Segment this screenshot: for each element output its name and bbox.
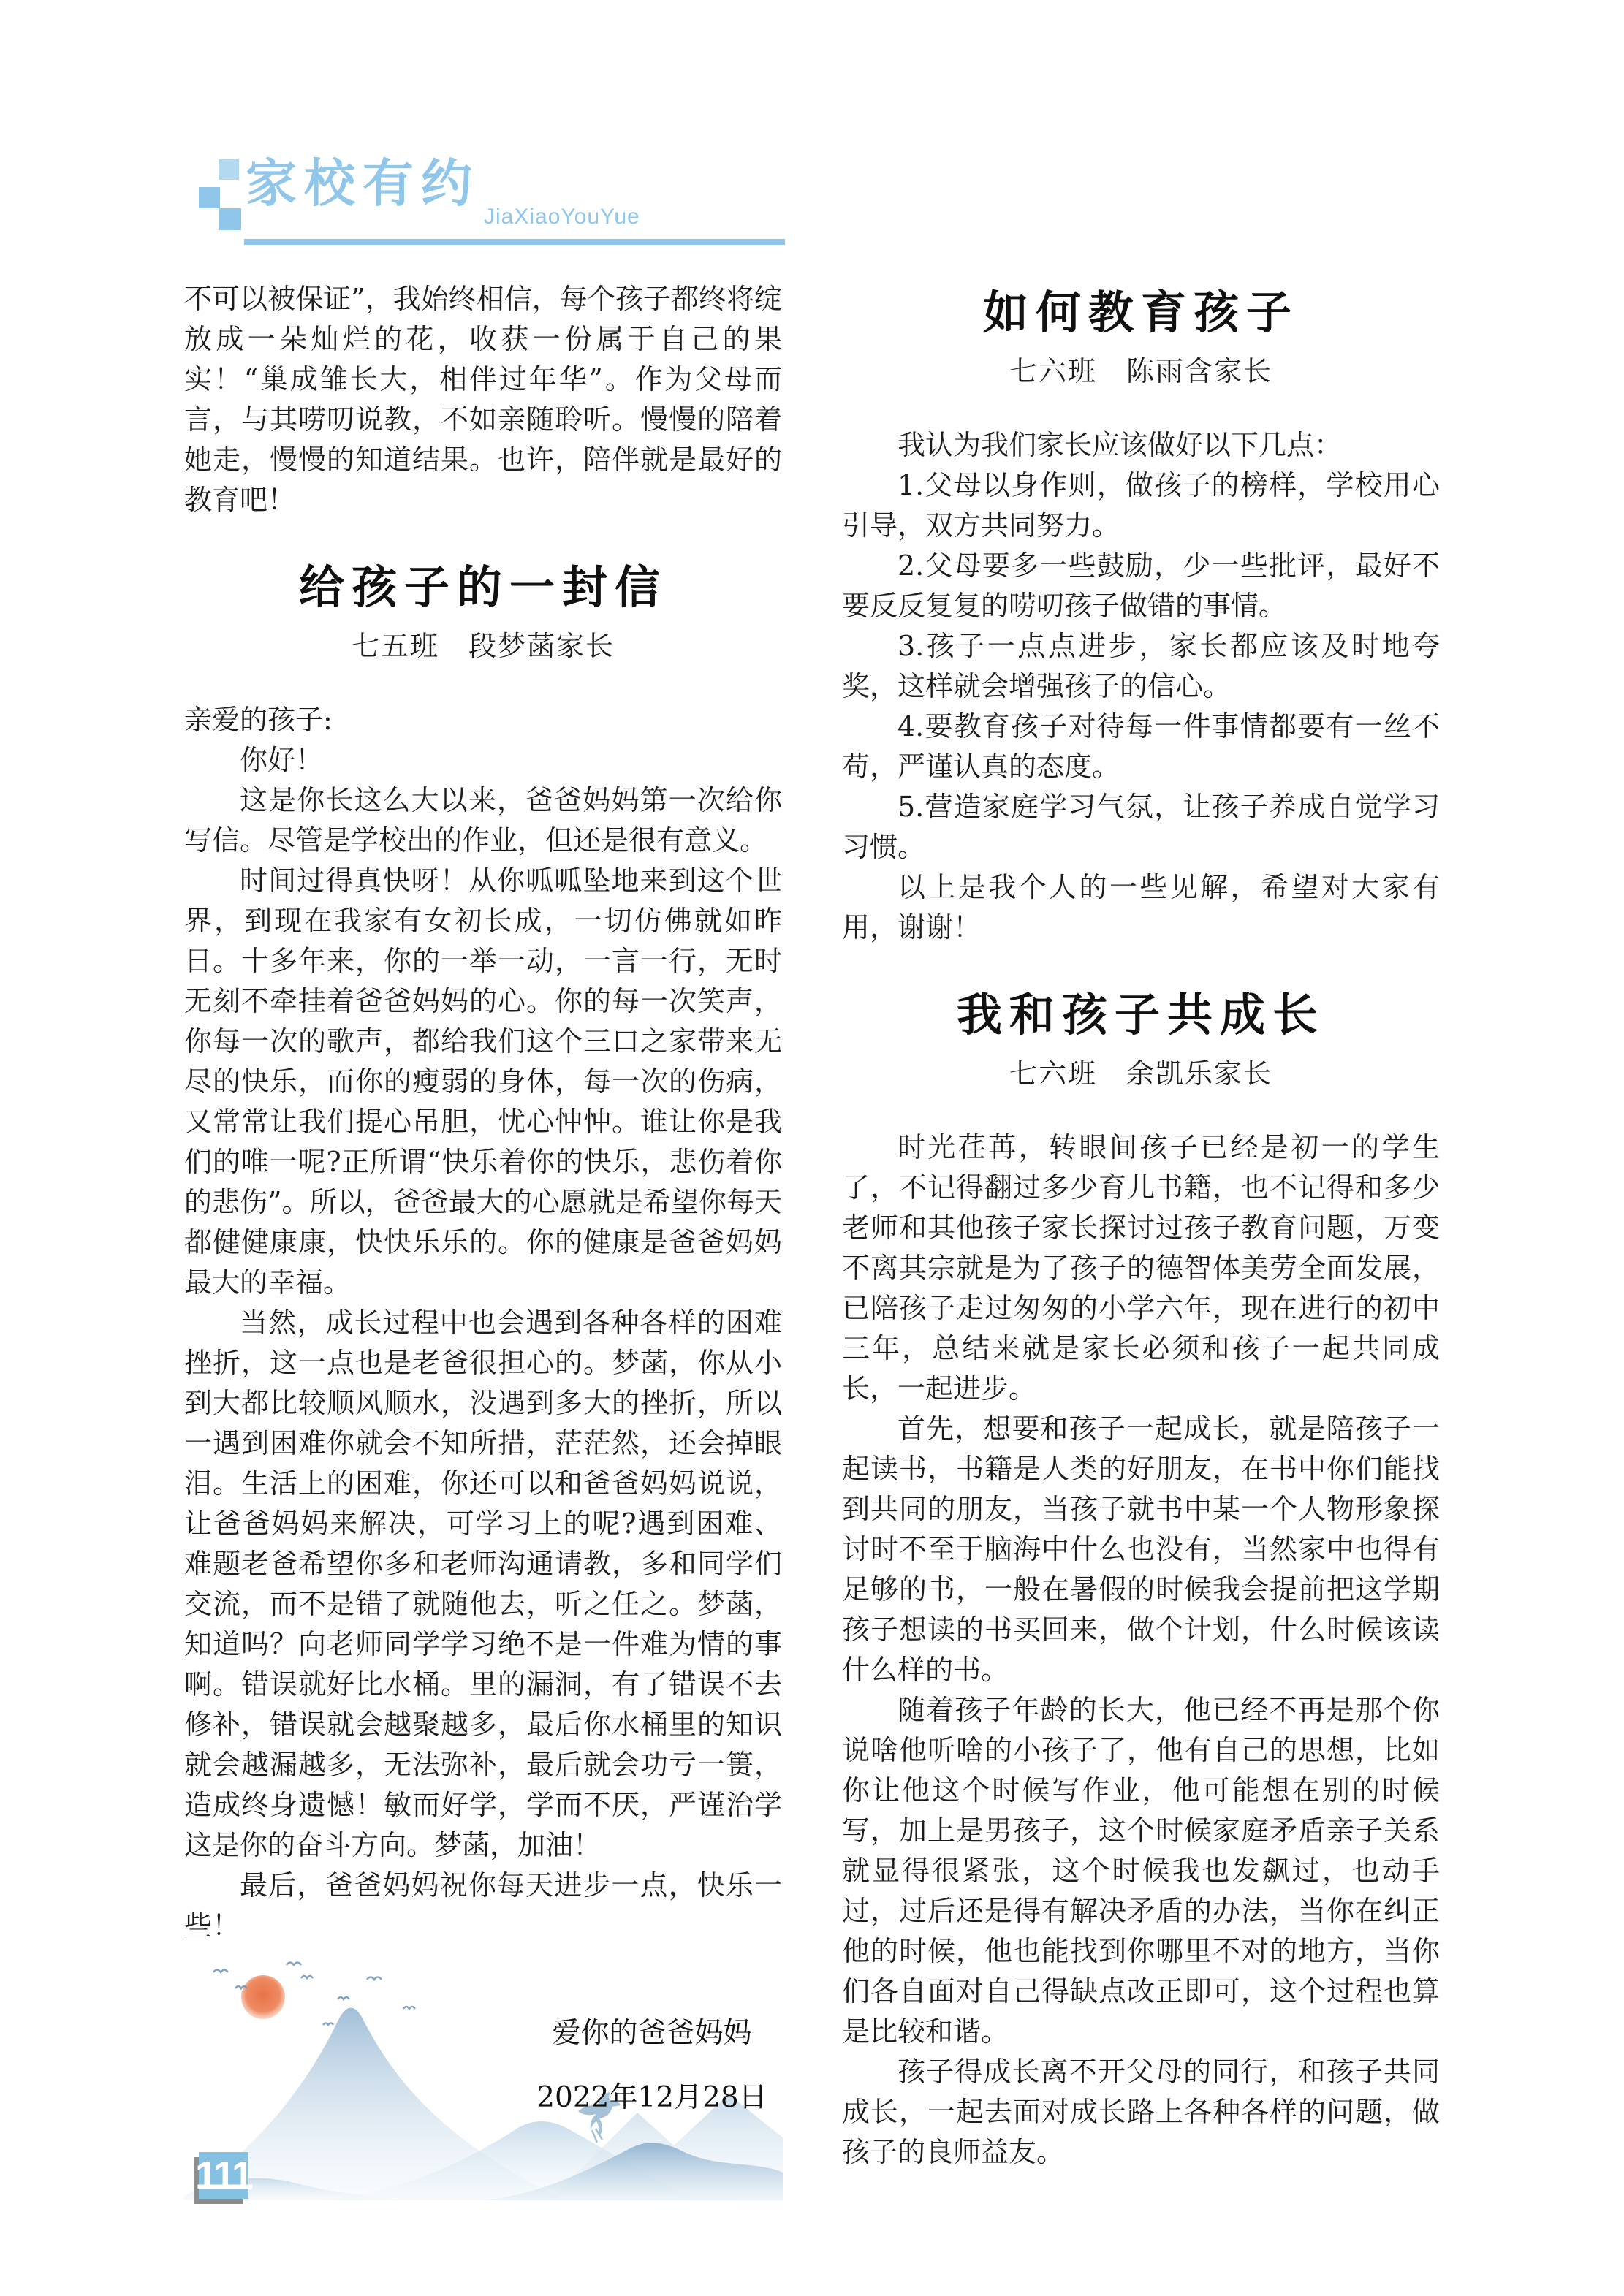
letter-signature: 爱你的爸爸妈妈 <box>552 2017 752 2050</box>
article-title-letter: 给孩子的一封信 <box>298 560 667 614</box>
article1-closing: 以上是我个人的一些见解，希望对大家有用，谢谢！ <box>842 871 1440 943</box>
article-title-how-to-educate: 如何教育孩子 <box>982 286 1299 339</box>
watercolor-scene <box>184 1959 783 2200</box>
letter-signoff <box>528 2002 776 2130</box>
letter-paragraph: 最后，爸爸妈妈祝你每天进步一点，快乐一些！ <box>184 1869 782 1942</box>
letter-date: 2022年12月28日 <box>536 2081 767 2114</box>
article2-paragraph: 首先，想要和孩子一起成长，就是陪孩子一起读书，书籍是人类的好朋友，在书中你们能找到共同的朋友，当孩子就书中某一个人物形象探讨时不至于脑海中什么也没有，当然家中也得有足够的书，一般在暑假的时候我会提前把这学期孩子想读的书买回来，做个计划，什么时候该读什么样的书。 <box>842 1413 1440 1686</box>
article1-point: 4.要教育孩子对待每一件事情都要有一丝不苟，严谨认真的态度。 <box>842 710 1440 783</box>
right-column <box>842 279 1440 2173</box>
section-logo-pinyin: JiaXiaoYouYue <box>484 205 640 229</box>
logo-squares-icon <box>199 159 244 232</box>
logo-square-bottom <box>219 208 241 230</box>
logo-square-left <box>199 187 220 208</box>
article1-point: 5.营造家庭学习气氛，让孩子养成自觉学习习惯。 <box>842 791 1440 863</box>
article2-paragraph: 孩子得成长离不开父母的同行，和孩子共同成长，一起去面对成长路上各种各样的问题，做孩子的良师益友。 <box>842 2056 1440 2168</box>
sun-icon <box>241 1975 285 2019</box>
article1-point: 3.孩子一点点进步，家长都应该及时地夸奖，这样就会增强孩子的信心。 <box>842 630 1440 702</box>
article1-point: 1.父母以身作则，做孩子的榜样，学校用心引导，双方共同努力。 <box>842 469 1440 541</box>
article-title-grow-together: 我和孩子共成长 <box>956 988 1325 1041</box>
article1-intro: 我认为我们家长应该做好以下几点： <box>898 429 1343 461</box>
letter-paragraph: 这是你长这么大以来，爸爸妈妈第一次给你写信。尽管是学校出的作业，但还是很有意义。 <box>184 784 782 856</box>
continuation-paragraph: 不可以被保证”，我始终相信，每个孩子都终将绽放成一朵灿烂的花，收获一份属于自己的果实！“巢成雏长大，相伴过年华”。作为父母而言，与其唠叨说教，不如亲随聆听。慢慢的陪着她走，慢慢的知道结果。也许，陪伴就是最好的教育吧！ <box>184 283 782 516</box>
header-underline <box>244 239 785 245</box>
letter-paragraph: 时间过得真快呀！从你呱呱坠地来到这个世界，到现在我家有女初长成，一切仿佛就如昨日。十多年来，你的一举一动，一言一行，无时无刻不牵挂着爸爸妈妈的心。你的每一次笑声，你每一次的歌声，都给我们这个三口之家带来无尽的快乐，而你的瘦弱的身体，每一次的伤病，又常常让我们提心吊胆，忧心忡忡。谁让你是我们的唯一呢?正所谓“快乐着你的快乐，悲伤着你的悲伤”。所以，爸爸最大的心愿就是希望你每天都健健康康，快快乐乐的。你的健康是爸爸妈妈最大的幸福。 <box>184 864 782 1299</box>
letter-salutation: 亲爱的孩子: <box>184 704 333 736</box>
section-logo-title: 家校有约 <box>246 155 479 212</box>
article2-paragraph: 时光荏苒，转眼间孩子已经是初一的学生了，不记得翻过多少育儿书籍，也不记得和多少老师和其他孩子家长探讨过孩子教育问题，万变不离其宗就是为了孩子的德智体美劳全面发展，已陪孩子走过匆匆的小学六年，现在进行的初中三年，总结来就是家长必须和孩子一起共同成长，一起进步。 <box>842 1131 1440 1404</box>
article-author-grow-together: 七六班 余凯乐家长 <box>1009 1057 1272 1090</box>
article1-point: 2.父母要多一些鼓励，少一些批评，最好不要反反复复的唠叨孩子做错的事情。 <box>842 550 1440 622</box>
page-number: 111 <box>194 2154 253 2197</box>
letter-greeting: 你好！ <box>240 744 324 776</box>
letter-paragraph: 当然，成长过程中也会遇到各种各样的困难挫折，这一点也是老爸很担心的。梦菡，你从小到大都比较顺风顺水，没遇到多大的挫折，所以一遇到困难你就会不知所措，茫茫然，还会掉眼泪。生活上的困难，你还可以和爸爸妈妈说说，让爸爸妈妈来解决，可学习上的呢?遇到困难、难题老爸希望你多和老师沟通请教，多和同学们交流，而不是错了就随他去，听之任之。梦菡，知道吗？向老师同学学习绝不是一件难为情的事啊。错误就好比水桶。里的漏洞，有了错误不去修补，错误就会越聚越多，最后你水桶里的知识就会越漏越多，无法弥补，最后就会功亏一篑，造成终身遗憾！敏而好学，学而不厌，严谨治学这是你的奋斗方向。梦菡，加油！ <box>184 1307 782 1861</box>
left-column <box>184 279 782 2200</box>
logo-square-top <box>219 159 239 180</box>
article-author-how-to-educate: 七六班 陈雨含家长 <box>1009 355 1272 387</box>
article-author-letter: 七五班 段梦菡家长 <box>351 630 615 662</box>
article2-paragraph: 随着孩子年龄的长大，他已经不再是那个你说啥他听啥的小孩子了，他有自己的思想，比如你让他这个时候写作业，他可能想在别的时候写，加上是男孩子，这个时候家庭矛盾亲子关系就显得很紧张，这个时候我也发飙过，也动手过，过后还是得有解决矛盾的办法，当你在纠正他的时候，他也能找到你哪里不对的地方，当你们各自面对自己得缺点改正即可，这个过程也算是比较和谐。 <box>842 1694 1440 2048</box>
page-number-badge <box>194 2152 253 2199</box>
